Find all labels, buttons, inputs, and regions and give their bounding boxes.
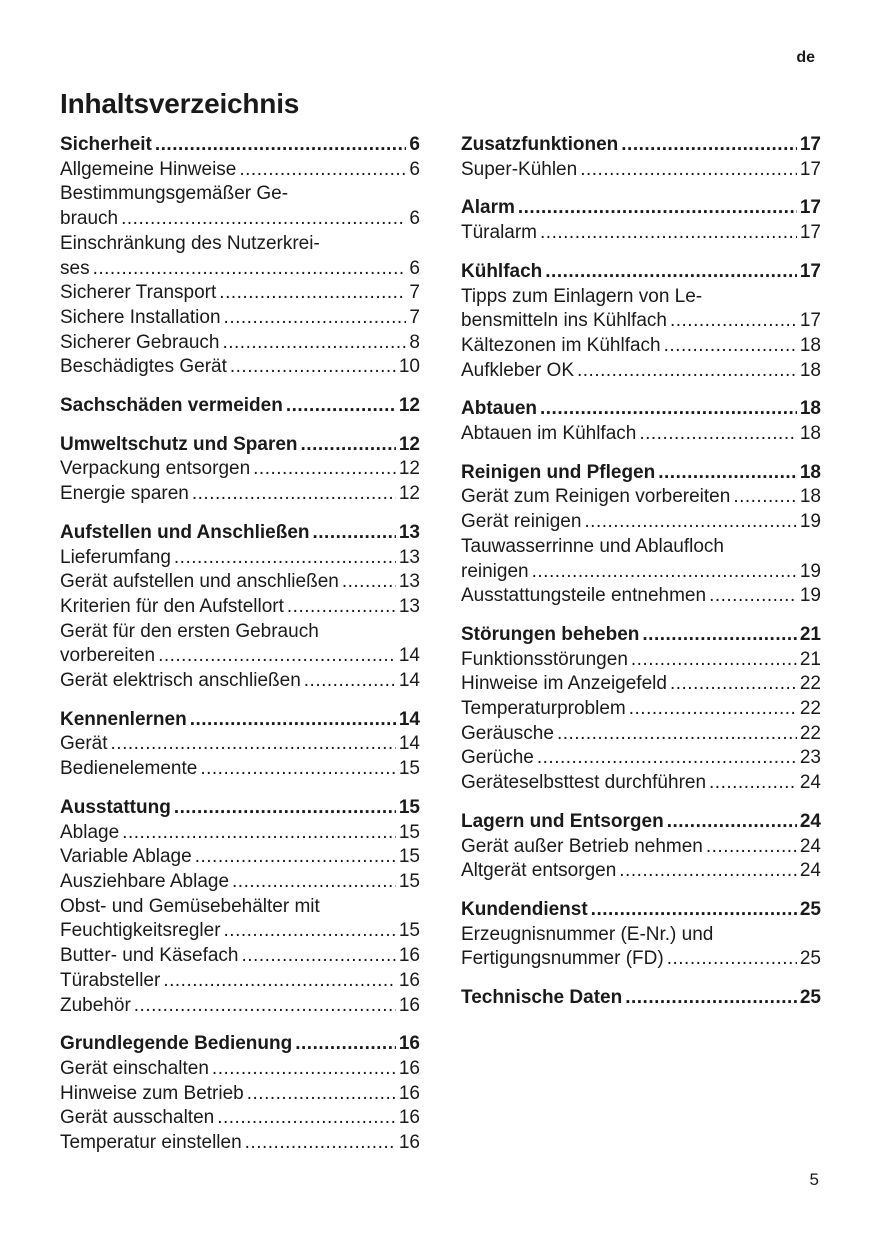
toc-subentry[interactable] <box>461 485 821 510</box>
entry-page-number: 15 <box>398 796 420 818</box>
toc-chapter-entry[interactable] <box>60 521 420 546</box>
entry-title: Kundendienst <box>461 898 588 920</box>
dot-leader <box>313 521 396 546</box>
entry-page-number: 21 <box>799 623 821 645</box>
language-code: de <box>796 49 815 66</box>
dot-leader <box>174 796 396 821</box>
entry-page-number: 23 <box>799 747 821 769</box>
dot-leader <box>286 394 396 419</box>
entry-page-number: 25 <box>799 948 821 970</box>
entry-title: Aufstellen und Anschließen <box>60 521 310 543</box>
toc-subentry[interactable] <box>60 546 420 571</box>
entry-page-number: 14 <box>398 733 420 755</box>
entry-title: Türabsteller <box>60 969 161 991</box>
toc-subentry[interactable] <box>60 1131 420 1156</box>
entry-page-number: 12 <box>398 483 420 505</box>
entry-page-number: 19 <box>799 585 821 607</box>
entry-title: Sicherer Transport <box>60 282 217 304</box>
toc-subentry[interactable] <box>60 1057 420 1082</box>
toc-subentry[interactable] <box>60 331 420 356</box>
entry-title-line1: Tauwasserrinne und Ablaufloch <box>461 535 725 557</box>
dot-leader <box>580 158 797 183</box>
entry-title: Gerät ausschalten <box>60 1107 215 1129</box>
entry-title: Butter- und Käsefach <box>60 945 239 967</box>
dot-leader <box>163 969 396 994</box>
entry-title: Abtauen im Kühlfach <box>461 423 637 445</box>
toc-subentry[interactable] <box>60 845 420 870</box>
dot-leader <box>111 732 396 757</box>
toc-subentry[interactable] <box>60 1106 420 1131</box>
entry-title: Ablage <box>60 821 120 843</box>
toc-subentry[interactable] <box>60 207 420 232</box>
toc-subentry[interactable] <box>461 560 821 585</box>
toc-section-grundlegende-bedienung <box>60 1032 420 1156</box>
entry-title: reinigen <box>461 560 529 582</box>
entry-title: Aufkleber OK <box>461 359 574 381</box>
toc-subentry[interactable] <box>60 306 420 331</box>
dot-leader <box>667 947 797 972</box>
dot-leader <box>295 1032 396 1057</box>
entry-page-number: 24 <box>799 835 821 857</box>
entry-title: Technische Daten <box>461 987 623 1009</box>
toc-subentry[interactable] <box>60 1082 420 1107</box>
dot-leader <box>253 457 396 482</box>
entry-title: Ausstattungsteile entnehmen <box>461 585 707 607</box>
dot-leader <box>301 433 396 458</box>
entry-title: Temperatur einstellen <box>60 1132 242 1154</box>
toc-subentry[interactable] <box>60 482 420 507</box>
entry-title: Zusatzfunktionen <box>461 134 619 155</box>
dot-leader <box>239 158 406 183</box>
toc-subentry[interactable] <box>60 757 420 782</box>
toc-section-lagern-und-entsorgen <box>461 810 821 884</box>
toc-section-stoerungen-beheben <box>461 623 821 796</box>
toc-chapter-entry[interactable] <box>60 394 420 419</box>
dot-leader <box>158 644 396 669</box>
dot-leader <box>287 595 396 620</box>
toc-subentry[interactable] <box>461 359 821 384</box>
dot-leader <box>93 257 407 282</box>
toc-chapter-entry[interactable] <box>461 196 821 221</box>
entry-title: Super-Kühlen <box>461 158 578 180</box>
entry-title: Variable Ablage <box>60 846 192 868</box>
dot-leader <box>224 919 396 944</box>
entry-page-number: 17 <box>799 310 821 332</box>
entry-page-number: 18 <box>799 461 821 483</box>
entry-page-number: 18 <box>799 423 821 445</box>
entry-title: Kennenlernen <box>60 708 187 730</box>
dot-leader <box>625 986 797 1011</box>
toc-column-left <box>60 133 420 1170</box>
entry-page-number: 8 <box>409 331 420 353</box>
entry-page-number: 24 <box>799 860 821 882</box>
entry-title: Hinweise im Anzeigefeld <box>461 673 667 695</box>
entry-page-number: 22 <box>799 698 821 720</box>
dot-leader <box>518 196 797 221</box>
toc-subentry[interactable] <box>461 771 821 796</box>
toc-subentry[interactable] <box>461 722 821 747</box>
dot-leader <box>709 584 797 609</box>
toc-subentry[interactable] <box>461 859 821 884</box>
toc-subentry[interactable] <box>461 672 821 697</box>
dot-leader <box>629 697 797 722</box>
toc-subentry[interactable] <box>60 870 420 895</box>
toc-subentry[interactable] <box>60 158 420 183</box>
dot-leader <box>664 334 797 359</box>
entry-page-number: 18 <box>799 359 821 381</box>
entry-title: Energie sparen <box>60 483 189 505</box>
entry-page-number: 25 <box>799 898 821 920</box>
entry-title: Feuchtigkeitsregler <box>60 920 221 942</box>
toc-subentry[interactable] <box>461 334 821 359</box>
entry-title: Ausziehbare Ablage <box>60 870 230 892</box>
entry-page-number: 15 <box>398 758 420 780</box>
entry-title: Sichere Installation <box>60 306 221 328</box>
entry-title: Kriterien für den Aufstellort <box>60 595 284 617</box>
dot-leader <box>639 422 797 447</box>
dot-leader <box>557 722 797 747</box>
entry-page-number: 12 <box>398 395 420 417</box>
toc-subentry[interactable] <box>461 697 821 722</box>
dot-leader <box>230 355 396 380</box>
entry-page-number: 17 <box>799 222 821 244</box>
dot-leader <box>247 1082 396 1107</box>
entry-page-number: 14 <box>398 670 420 692</box>
toc-chapter-entry[interactable] <box>461 986 821 1011</box>
entry-page-number: 24 <box>799 810 821 832</box>
entry-title: Geräteselbsttest durchführen <box>461 772 707 794</box>
toc-section-ausstattung <box>60 796 420 1018</box>
entry-title: Alarm <box>461 197 515 219</box>
dot-leader <box>155 133 407 158</box>
entry-title-line1: Bestimmungsgemäßer Ge- <box>60 183 289 205</box>
entry-page-number: 7 <box>409 282 420 304</box>
entry-page-number: 12 <box>398 458 420 480</box>
dot-leader <box>304 669 396 694</box>
entry-page-number: 10 <box>398 356 420 378</box>
entry-page-number: 17 <box>799 158 821 180</box>
entry-page-number: 16 <box>398 1033 420 1055</box>
entry-page-number: 22 <box>799 722 821 744</box>
toc-section-technische-daten <box>461 986 821 1011</box>
dot-leader <box>584 510 796 535</box>
entry-title-line1: Obst- und Gemüsebehälter mit <box>60 895 320 917</box>
entry-page-number: 25 <box>799 987 821 1009</box>
toc-section-umweltschutz-und-sparen <box>60 433 420 507</box>
toc-section-sachschaeden-vermeiden <box>60 394 420 419</box>
entry-page-number: 6 <box>409 208 420 230</box>
entry-title: Lagern und Entsorgen <box>461 810 664 832</box>
toc-chapter-entry[interactable] <box>60 708 420 733</box>
dot-leader <box>219 281 406 306</box>
entry-page-number: 21 <box>799 648 821 670</box>
dot-leader <box>540 221 797 246</box>
dot-leader <box>532 560 797 585</box>
toc-subentry[interactable] <box>461 158 821 183</box>
toc-section-alarm <box>461 196 821 245</box>
entry-page-number: 14 <box>398 645 420 667</box>
entry-title-line1: Gerät für den ersten Gebrauch <box>60 620 319 642</box>
entry-page-number: 15 <box>398 870 420 892</box>
toc-chapter-entry[interactable] <box>461 133 821 158</box>
toc-section-sicherheit <box>60 133 420 380</box>
dot-leader <box>619 859 797 884</box>
toc-section-zusatzfunktionen <box>461 133 821 182</box>
entry-page-number: 16 <box>398 994 420 1016</box>
dot-leader <box>631 648 797 673</box>
toc-subentry[interactable] <box>60 355 420 380</box>
entry-page-number: 15 <box>398 920 420 942</box>
toc-subentry[interactable] <box>60 821 420 846</box>
entry-page-number: 18 <box>799 334 821 356</box>
toc-subentry[interactable] <box>60 570 420 595</box>
dot-leader <box>122 821 396 846</box>
entry-page-number: 14 <box>398 708 420 730</box>
entry-title: Störungen beheben <box>461 623 640 645</box>
toc-column-right <box>461 133 821 1025</box>
entry-page-number: 19 <box>799 511 821 533</box>
entry-page-number: 13 <box>398 571 420 593</box>
entry-title: Gerüche <box>461 747 534 769</box>
entry-title: Geräusche <box>461 722 554 744</box>
toc-subentry[interactable] <box>60 281 420 306</box>
entry-page-number: 6 <box>409 158 420 180</box>
toc-section-kundendienst <box>461 898 821 972</box>
dot-leader <box>245 1131 396 1156</box>
entry-title: Türalarm <box>461 222 538 244</box>
entry-page-number: 6 <box>409 134 420 155</box>
entry-title: Grundlegende Bedienung <box>60 1033 293 1055</box>
dot-leader <box>222 331 406 356</box>
entry-title: Temperaturproblem <box>461 698 626 720</box>
dot-leader <box>670 672 797 697</box>
toc-chapter-entry[interactable] <box>461 898 821 923</box>
entry-title: Verpackung entsorgen <box>60 458 251 480</box>
entry-title: Ausstattung <box>60 796 171 818</box>
dot-leader <box>342 570 396 595</box>
entry-title: ses <box>60 257 90 279</box>
entry-title: Sicherer Gebrauch <box>60 331 220 353</box>
entry-title: Gerät außer Betrieb nehmen <box>461 835 703 857</box>
toc-subentry[interactable] <box>461 510 821 535</box>
entry-page-number: 17 <box>799 197 821 219</box>
toc-section-kuehlfach <box>461 260 821 384</box>
toc-subentry[interactable] <box>60 944 420 969</box>
toc-subentry[interactable] <box>60 669 420 694</box>
entry-title: Gerät aufstellen und anschließen <box>60 571 339 593</box>
toc-chapter-entry[interactable] <box>60 133 420 158</box>
entry-title: Umweltschutz und Sparen <box>60 433 298 455</box>
toc-subentry[interactable] <box>461 584 821 609</box>
toc-chapter-entry[interactable] <box>60 1032 420 1057</box>
dot-leader <box>192 482 396 507</box>
toc-chapter-entry[interactable] <box>461 623 821 648</box>
dot-leader <box>174 546 396 571</box>
toc-subentry[interactable] <box>461 947 821 972</box>
toc-subentry[interactable] <box>60 457 420 482</box>
entry-title: Gerät <box>60 733 108 755</box>
dot-leader <box>537 746 797 771</box>
entry-title: Bedienelemente <box>60 758 198 780</box>
dot-leader <box>670 309 797 334</box>
dot-leader <box>733 485 797 510</box>
entry-page-number: 18 <box>799 486 821 508</box>
toc-subentry[interactable] <box>461 221 821 246</box>
dot-leader <box>667 810 797 835</box>
entry-page-number: 12 <box>398 433 420 455</box>
entry-page-number: 17 <box>799 260 821 282</box>
entry-title: Fertigungsnummer (FD) <box>461 948 664 970</box>
entry-title: Beschädigtes Gerät <box>60 356 227 378</box>
entry-page-number: 24 <box>799 772 821 794</box>
dot-leader <box>621 133 797 158</box>
dot-leader <box>121 207 406 232</box>
entry-title-line1: Tipps zum Einlagern von Le- <box>461 285 703 307</box>
entry-page-number: 13 <box>398 595 420 617</box>
toc-subentry[interactable] <box>461 422 821 447</box>
toc-subentry[interactable] <box>60 644 420 669</box>
entry-title: Sachschäden vermeiden <box>60 395 283 417</box>
entry-title: vorbereiten <box>60 645 156 667</box>
dot-leader <box>591 898 797 923</box>
entry-page-number: 22 <box>799 673 821 695</box>
toc-chapter-entry[interactable] <box>60 433 420 458</box>
toc-subentry[interactable] <box>60 257 420 282</box>
dot-leader <box>242 944 396 969</box>
entry-title-line1: Einschränkung des Nutzerkrei- <box>60 232 320 254</box>
toc-section-kennenlernen <box>60 708 420 782</box>
toc-chapter-entry[interactable] <box>461 260 821 285</box>
entry-page-number: 16 <box>398 1082 420 1104</box>
dot-leader <box>212 1057 396 1082</box>
dot-leader <box>217 1106 396 1131</box>
dot-leader <box>642 623 796 648</box>
toc-chapter-entry[interactable] <box>461 810 821 835</box>
entry-page-number: 16 <box>398 1057 420 1079</box>
entry-page-number: 7 <box>409 306 420 328</box>
toc-subentry[interactable] <box>461 648 821 673</box>
entry-page-number: 18 <box>799 398 821 420</box>
toc-subentry[interactable] <box>60 919 420 944</box>
entry-title: Hinweise zum Betrieb <box>60 1082 244 1104</box>
entry-title: Gerät zum Reinigen vorbereiten <box>461 486 731 508</box>
entry-title: Allgemeine Hinweise <box>60 158 237 180</box>
toc-chapter-entry[interactable] <box>60 796 420 821</box>
entry-page-number: 6 <box>409 257 420 279</box>
toc-subentry[interactable] <box>461 835 821 860</box>
entry-title: Funktionsstörungen <box>461 648 628 670</box>
toc-subentry[interactable] <box>461 309 821 334</box>
entry-title: Zubehör <box>60 994 131 1016</box>
dot-leader <box>577 359 797 384</box>
entry-title: Abtauen <box>461 398 537 420</box>
toc-section-reinigen-und-pflegen <box>461 461 821 609</box>
entry-page-number: 16 <box>398 945 420 967</box>
toc-section-abtauen <box>461 397 821 446</box>
toc-chapter-entry[interactable] <box>461 397 821 422</box>
entry-page-number: 13 <box>398 521 420 543</box>
toc-subentry[interactable] <box>60 732 420 757</box>
dot-leader <box>232 870 396 895</box>
entry-title: Gerät reinigen <box>461 511 582 533</box>
entry-title: bensmitteln ins Kühlfach <box>461 310 667 332</box>
entry-title: Gerät einschalten <box>60 1057 209 1079</box>
entry-title: Sicherheit <box>60 134 152 155</box>
entry-page-number: 19 <box>799 560 821 582</box>
entry-title: Altgerät entsorgen <box>461 860 617 882</box>
dot-leader <box>134 994 396 1019</box>
dot-leader <box>190 708 396 733</box>
toc-section-aufstellen-und-anschliessen <box>60 521 420 694</box>
entry-title: Gerät elektrisch anschließen <box>60 670 301 692</box>
entry-page-number: 16 <box>398 1107 420 1129</box>
toc-subentry[interactable] <box>60 595 420 620</box>
dot-leader <box>545 260 797 285</box>
dot-leader <box>706 835 797 860</box>
entry-page-number: 15 <box>398 821 420 843</box>
entry-page-number: 15 <box>398 846 420 868</box>
entry-page-number: 17 <box>799 134 821 155</box>
dot-leader <box>224 306 407 331</box>
entry-page-number: 16 <box>398 969 420 991</box>
entry-title: Kühlfach <box>461 260 543 282</box>
toc-chapter-entry[interactable] <box>461 461 821 486</box>
page-title: Inhaltsverzeichnis <box>60 88 300 119</box>
dot-leader <box>540 397 797 422</box>
dot-leader <box>658 461 797 486</box>
entry-title: Kältezonen im Kühlfach <box>461 334 661 356</box>
entry-title: brauch <box>60 208 119 230</box>
entry-title: Reinigen und Pflegen <box>461 461 656 483</box>
toc-subentry[interactable] <box>461 746 821 771</box>
dot-leader <box>195 845 396 870</box>
entry-title-line1: Erzeugnisnummer (E-Nr.) und <box>461 923 714 945</box>
entry-title: Lieferumfang <box>60 546 171 568</box>
entry-page-number: 13 <box>398 546 420 568</box>
toc-subentry[interactable] <box>60 994 420 1019</box>
page-number: 5 <box>809 1170 819 1189</box>
dot-leader <box>200 757 396 782</box>
toc-subentry[interactable] <box>60 969 420 994</box>
dot-leader <box>709 771 797 796</box>
entry-page-number: 16 <box>398 1132 420 1154</box>
